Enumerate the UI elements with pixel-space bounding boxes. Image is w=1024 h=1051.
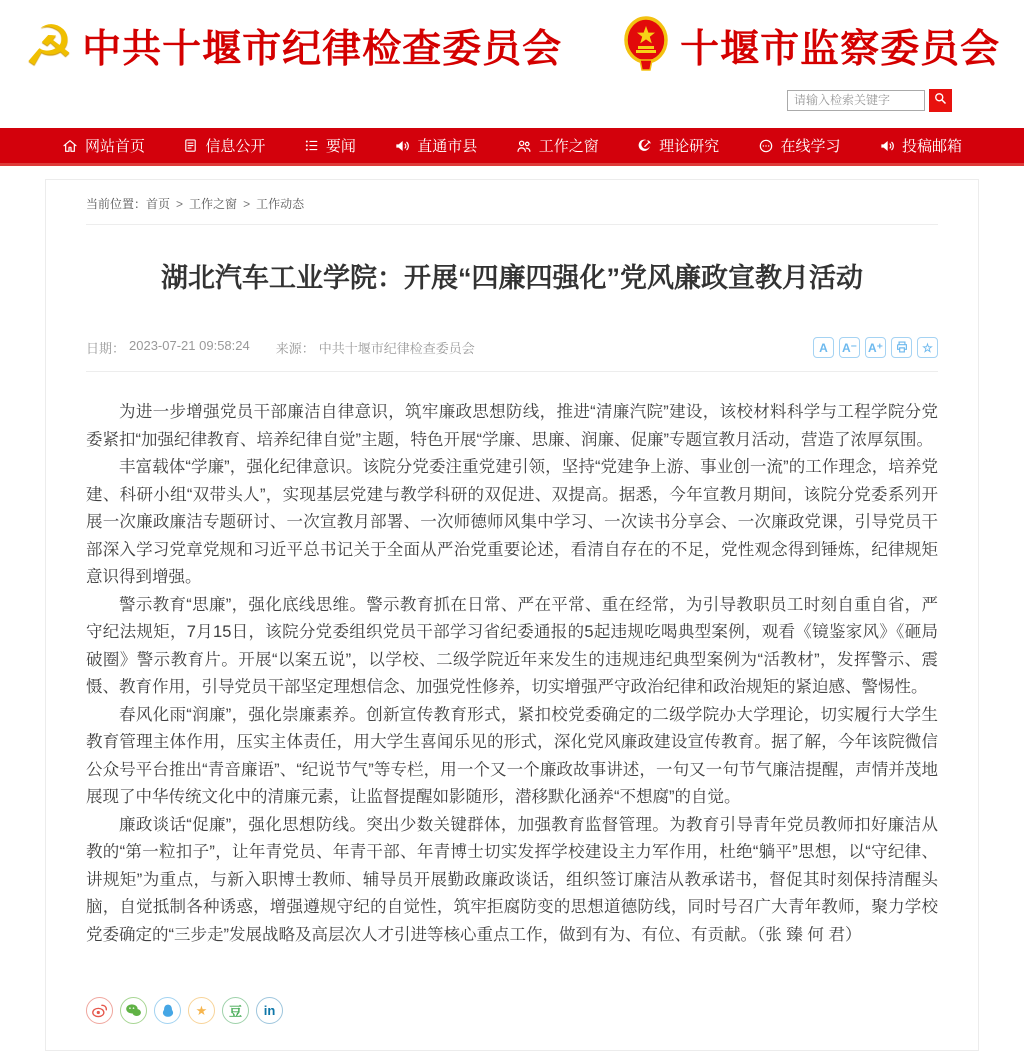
chat-icon (758, 138, 774, 154)
nav-item-4[interactable] (516, 135, 599, 156)
nav-item-label: 工作之窗 (538, 138, 599, 155)
home-icon (62, 138, 78, 154)
breadcrumb-links (146, 197, 304, 211)
douban-icon[interactable]: 豆 (222, 997, 249, 1024)
megaphone-icon (394, 138, 410, 154)
nav-item-3[interactable] (394, 135, 477, 156)
font-decrease-button[interactable]: A⁻ (839, 337, 860, 358)
main-nav (0, 128, 1024, 166)
national-emblem-logo (620, 16, 672, 77)
breadcrumb-separator: > (176, 197, 184, 211)
site-title-2: 十堰市监察委员会 (680, 28, 1001, 71)
article-source: 中共十堰市纪律检查委员会 (318, 341, 475, 356)
share-bar (86, 997, 938, 1050)
nav-item-1[interactable] (183, 135, 265, 156)
people-icon (516, 138, 532, 154)
search-bar (0, 86, 1024, 114)
article-date: 2023-07-21 09:58:24 (129, 338, 250, 353)
article-toolbar (813, 337, 938, 358)
article-paragraph-2: 警示教育“思廉”，强化底线思维。警示教育抓在日常、严在平常、重在经常，为引导教职员工时刻自重自省，严守纪法规矩，7月15日，该院分党委组织党员干部学习省纪委通报的5起违规吃喝典型案例，观看《镜鉴家风》《砸局破圈》警示教育片。开展“以案五说”，以学校、二级学院近年来发生的违规违纪典型案例为“活教材”，发挥警示、震慑、教育作用，引导党员干部坚定理想信念、加强党性修养，切实增强严守政治纪律和政治规矩的紧迫感、警惕性。 (86, 595, 938, 696)
party-flag-icon (637, 138, 652, 153)
article-title: 湖北汽车工业学院：开展“四廉四强化”党风廉政宣教月活动 (161, 263, 863, 293)
breadcrumb (86, 180, 938, 225)
nav-item-6[interactable] (758, 135, 841, 156)
nav-item-label: 直通市县 (417, 138, 478, 155)
article-paragraph-3: 春风化雨“润廉”，强化崇廉素养。创新宣传教育形式，紧扣校党委确定的二级学院办大学理论，切实履行大学生教育管理主体作用，压实主体责任，用大学生喜闻乐见的形式，深化党风廉政建设宣传教育。据了解，今年该院微信公众号平台推出“青音廉语”、“纪说节气”等专栏，用一个又一个廉政故事讲述，一句又一句节气廉洁提醒，声情并茂地展现了中华传统文化中的清廉元素，让监督提醒如影随形，潜移默化涵养“不想腐”的自觉。 (86, 705, 938, 806)
nav-item-label: 投稿邮箱 (901, 138, 962, 155)
wechat-icon[interactable] (120, 997, 147, 1024)
nav-item-label: 理论研究 (659, 138, 720, 155)
breadcrumb-link-0[interactable]: 首页 (146, 197, 171, 211)
breadcrumb-link-1[interactable]: 工作之窗 (189, 197, 238, 211)
party-emblem-logo: ☭ (23, 14, 75, 77)
site-title-1: 中共十堰市纪律检查委员会 (82, 28, 563, 71)
site-header (0, 0, 1024, 86)
article-paragraph-0: 为进一步增强党员干部廉洁自律意识，筑牢廉政思想防线，推进“清廉汽院”建设，该校材料科学与工程学院分党委紧扣“加强纪律教育、培养纪律自觉”主题，特色开展“学廉、思廉、润廉、促廉”专题宣教月活动，营造了浓厚氛围。 (86, 403, 938, 449)
print-button[interactable] (891, 337, 912, 358)
article-meta-left (86, 338, 475, 357)
weibo-icon[interactable] (86, 997, 113, 1024)
article-paragraph-4: 廉政谈话“促廉”，强化思想防线。突出少数关键群体，加强教育监督管理。为教育引导青年党员教师扣好廉洁从教的“第一粒扣子”，让年青党员、年青干部、年青博士切实发挥学校建设主力军作用，杜绝“躺平”思想，以“守纪律、讲规矩”为重点，与新入职博士教师、辅导员开展勤政廉政谈话，组织签订廉洁从教承诺书，督促其时刻保持清醒头脑，自觉抵制各种诱惑，增强遵规守纪的自觉性，筑牢拒腐防变的思想道德防线，同时号召广大青年教师，聚力学校党委确定的“三步走”发展战略及高层次人才引进等核心重点工作，做到有为、有位、有贡献。（张 臻 何 君） (86, 815, 938, 944)
printer-icon (895, 340, 909, 356)
qq-icon[interactable] (154, 997, 181, 1024)
document-icon (183, 138, 198, 153)
brand-supervisory-commission (620, 16, 1000, 77)
favorite-button[interactable]: ☆ (917, 337, 938, 358)
nav-item-5[interactable] (637, 135, 719, 156)
megaphone-icon (879, 138, 895, 154)
search-input[interactable] (787, 90, 925, 111)
nav-item-label: 信息公开 (205, 138, 266, 155)
article-meta (86, 337, 938, 372)
qzone-icon[interactable]: ★ (188, 997, 215, 1024)
search-button[interactable] (929, 89, 952, 112)
date-label: 日期： (86, 341, 126, 356)
nav-item-0[interactable] (62, 135, 145, 156)
linkedin-icon[interactable]: in (256, 997, 283, 1024)
breadcrumb-link-2[interactable]: 工作动态 (256, 197, 305, 211)
breadcrumb-label: 当前位置： (86, 197, 147, 211)
font-increase-button[interactable]: A⁺ (865, 337, 886, 358)
font-normal-button[interactable]: A (813, 337, 834, 358)
nav-item-label: 网站首页 (85, 138, 146, 155)
nav-item-7[interactable] (879, 135, 962, 156)
nav-item-label: 在线学习 (780, 138, 841, 155)
source-label: 来源： (275, 341, 315, 356)
article-paragraph-1: 丰富载体“学廉”，强化纪律意识。该院分党委注重党建引领，坚持“党建争上游、事业创一流”的工作理念，培养党建、科研小组“双带头人”，实现基层党建与教学科研的双促进、双提高。据悉，今年宣教月期间，该院分党委系列开展一次廉政廉洁专题研讨、一次宣教月部署、一次师德师风集中学习、一次读书分享会、一次廉政党课，引导党员干部深入学习党章党规和习近平总书记关于全面从严治党重要论述，看清自存在的不足，党性观念得到锤炼，纪律规矩意识得到增强。 (86, 458, 938, 586)
search-icon (933, 91, 948, 109)
content-container (45, 179, 979, 1051)
article-body (86, 372, 938, 949)
brand-discipline-commission (23, 14, 563, 77)
list-icon (304, 138, 319, 153)
nav-item-label: 要闻 (325, 138, 356, 155)
breadcrumb-separator: > (243, 197, 251, 211)
nav-item-2[interactable] (304, 135, 356, 156)
